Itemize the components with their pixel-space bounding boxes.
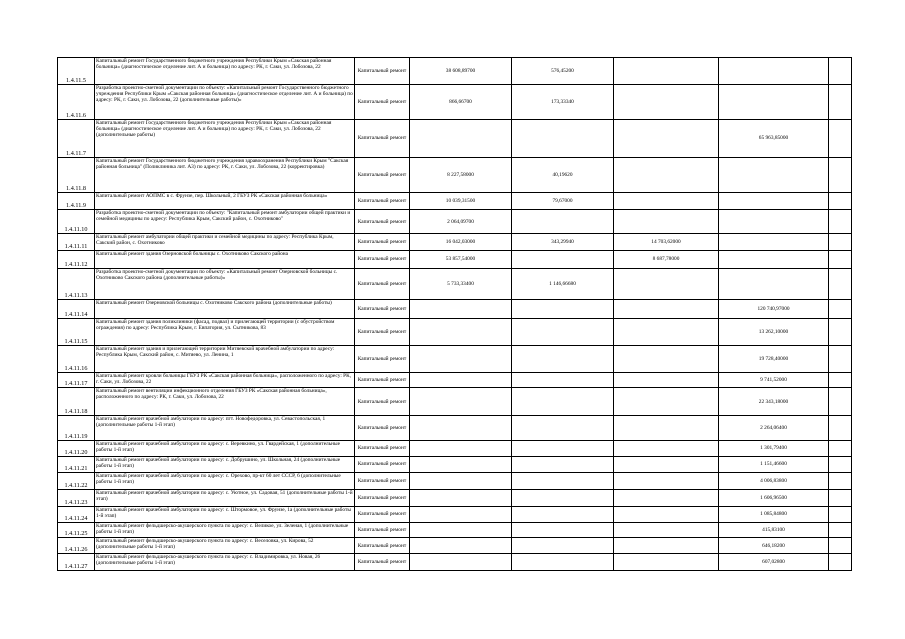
work-type-cell: Капитальный ремонт bbox=[355, 490, 410, 507]
value-3-cell bbox=[614, 346, 719, 372]
table-row bbox=[58, 388, 852, 415]
row-number-cell: 1.4.11.11 bbox=[58, 234, 95, 251]
table-row bbox=[58, 456, 852, 473]
value-5-cell bbox=[829, 268, 852, 299]
object-name-cell: Капитальный ремонт Государственного бюджетного учреждения Республики Крым «Сакская районная больница» (диагностическое отделение лит. А и больница) по адресу: РК, г. Саки, ул. Лобозова, 22 (дополнительные работы) bbox=[95, 119, 355, 157]
value-2-cell bbox=[512, 372, 614, 388]
value-5-cell bbox=[829, 58, 852, 85]
table-row bbox=[58, 346, 852, 372]
value-2-cell: 79,67000 bbox=[512, 193, 614, 210]
row-number-cell: 1.4.11.14 bbox=[58, 300, 95, 319]
budget-table bbox=[57, 57, 852, 571]
value-2-cell bbox=[512, 440, 614, 456]
value-2-cell bbox=[512, 210, 614, 234]
value-1-cell: 8 227,58000 bbox=[410, 157, 512, 193]
value-3-cell bbox=[614, 193, 719, 210]
row-number-cell: 1.4.11.26 bbox=[58, 538, 95, 554]
value-2-cell bbox=[512, 490, 614, 507]
work-type-cell: Капитальный ремонт bbox=[355, 268, 410, 299]
work-type-cell: Капитальный ремонт bbox=[355, 554, 410, 571]
object-name-cell: Капитальный ремонт фельдшерско-акушерского пункта по адресу: с. Великое, ул. Зеленая, 1 (дополнительные работы 1-й этап) bbox=[95, 522, 355, 538]
value-4-cell bbox=[719, 268, 829, 299]
value-2-cell bbox=[512, 538, 614, 554]
value-1-cell bbox=[410, 119, 512, 157]
table-row bbox=[58, 234, 852, 251]
value-2-cell: 343,29940 bbox=[512, 234, 614, 251]
value-2-cell bbox=[512, 346, 614, 372]
value-3-cell bbox=[614, 473, 719, 490]
value-5-cell bbox=[829, 119, 852, 157]
object-name-cell: Капитальный ремонт врачебной амбулатории по адресу: с. Добрушино, ул. Школьная, 24 (дополнительные работы 1-й этап) bbox=[95, 456, 355, 473]
value-5-cell bbox=[829, 456, 852, 473]
value-1-cell bbox=[410, 415, 512, 440]
value-3-cell bbox=[614, 268, 719, 299]
value-2-cell: 576,45200 bbox=[512, 58, 614, 85]
row-number-cell: 1.4.11.5 bbox=[58, 58, 95, 85]
object-name-cell: Капитальный ремонт здания Озерновской больницы с. Охотниково Сакского района bbox=[95, 250, 355, 268]
row-number-cell: 1.4.11.24 bbox=[58, 506, 95, 522]
value-4-cell: 1 606,96500 bbox=[719, 490, 829, 507]
object-name-cell: Разработка проектно-сметной документации по объекту: «Капитальный ремонт Государственного бюджетного учреждения Республики Крым «Сакская районная больница» (диагностическое отделение лит. А и больница) по адресу: РК, г. Саки, ул. Лобозова, 22 (дополнительные работы)» bbox=[95, 85, 355, 120]
value-1-cell bbox=[410, 346, 512, 372]
object-name-cell: Капитальный ремонт фельдшерско-акушерского пункта по адресу: с. Владимировка, ул. Новая, 26 (дополнительные работы 1-й этап) bbox=[95, 554, 355, 571]
work-type-cell: Капитальный ремонт bbox=[355, 234, 410, 251]
value-3-cell bbox=[614, 506, 719, 522]
work-type-cell: Капитальный ремонт bbox=[355, 456, 410, 473]
value-3-cell bbox=[614, 157, 719, 193]
value-4-cell bbox=[719, 193, 829, 210]
value-5-cell bbox=[829, 85, 852, 120]
value-4-cell: 1 151,46600 bbox=[719, 456, 829, 473]
object-name-cell: Разработка проектно-сметной документации по объекту: «Капитальный ремонт Озерновской больницы с. Охотниково Сакского района (дополнительные работы)» bbox=[95, 268, 355, 299]
object-name-cell: Капитальный ремонт врачебной амбулатории по адресу: с. Уютное, ул. Садовая, 51 (дополнительные работы 1-й этап) bbox=[95, 490, 355, 507]
value-4-cell bbox=[719, 85, 829, 120]
row-number-cell: 1.4.11.9 bbox=[58, 193, 95, 210]
table-row bbox=[58, 85, 852, 120]
value-5-cell bbox=[829, 538, 852, 554]
table-row bbox=[58, 157, 852, 193]
value-1-cell bbox=[410, 490, 512, 507]
value-1-cell bbox=[410, 300, 512, 319]
work-type-cell: Капитальный ремонт bbox=[355, 506, 410, 522]
value-5-cell bbox=[829, 250, 852, 268]
row-number-cell: 1.4.11.17 bbox=[58, 372, 95, 388]
value-5-cell bbox=[829, 522, 852, 538]
row-number-cell: 1.4.11.16 bbox=[58, 346, 95, 372]
object-name-cell: Капитальный ремонт амбулатории общей практики и семейной медицины по адресу: Республика Крым, Сакский район, с. Охотниково bbox=[95, 234, 355, 251]
value-1-cell: 2 064,09700 bbox=[410, 210, 512, 234]
value-2-cell bbox=[512, 456, 614, 473]
value-5-cell bbox=[829, 490, 852, 507]
table-row bbox=[58, 193, 852, 210]
value-4-cell: 415,83100 bbox=[719, 522, 829, 538]
value-4-cell: 1 085,84800 bbox=[719, 506, 829, 522]
row-number-cell: 1.4.11.12 bbox=[58, 250, 95, 268]
object-name-cell: Разработка проектно-сметной документации по объекту: "Капитальный ремонт амбулатории общей практики и семейной медицины по адресу: Республика Крым, Сакский район, с. Охотниково" bbox=[95, 210, 355, 234]
value-2-cell: 1 146,66680 bbox=[512, 268, 614, 299]
work-type-cell: Капитальный ремонт bbox=[355, 372, 410, 388]
value-1-cell: 866,66700 bbox=[410, 85, 512, 120]
value-3-cell: 8 687,78000 bbox=[614, 250, 719, 268]
value-3-cell bbox=[614, 58, 719, 85]
value-1-cell bbox=[410, 554, 512, 571]
value-3-cell bbox=[614, 456, 719, 473]
value-4-cell: 1 301,79400 bbox=[719, 440, 829, 456]
value-5-cell bbox=[829, 346, 852, 372]
object-name-cell: Капитальный ремонт здания и прилегающей территории Митяевской врачебной амбулатории по адресу: Республика Крым, Сакский район, с. Митяево, ул. Ленина, 1 bbox=[95, 346, 355, 372]
value-5-cell bbox=[829, 319, 852, 346]
value-5-cell bbox=[829, 415, 852, 440]
value-2-cell bbox=[512, 388, 614, 415]
row-number-cell: 1.4.11.13 bbox=[58, 268, 95, 299]
table-row bbox=[58, 250, 852, 268]
object-name-cell: Капитальный ремонт Государственного бюджетного учреждения здравоохранения Республики Крым "Сакская районная больница" (Поликлиника лит. А3) по адресу: РК, г. Саки, ул. Лобозова, 22 (корректировка) bbox=[95, 157, 355, 193]
value-2-cell bbox=[512, 415, 614, 440]
row-number-cell: 1.4.11.18 bbox=[58, 388, 95, 415]
work-type-cell: Капитальный ремонт bbox=[355, 415, 410, 440]
value-5-cell bbox=[829, 473, 852, 490]
value-1-cell bbox=[410, 319, 512, 346]
value-3-cell bbox=[614, 319, 719, 346]
row-number-cell: 1.4.11.20 bbox=[58, 440, 95, 456]
value-3-cell bbox=[614, 372, 719, 388]
table-row bbox=[58, 554, 852, 571]
object-name-cell: Капитальный ремонт фельдшерско-акушерского пункта по адресу: с. Веселовка, ул. Кирова, 52 (дополнительные работы 1-й этап) bbox=[95, 538, 355, 554]
value-2-cell bbox=[512, 250, 614, 268]
object-name-cell: Капитальный ремонт вентиляции инфекционного отделения ГБУЗ РК «Сакская районная больница», расположенного по адресу: РК, г. Саки, ул. Лобозова, 22 bbox=[95, 388, 355, 415]
value-3-cell bbox=[614, 538, 719, 554]
value-3-cell bbox=[614, 554, 719, 571]
value-4-cell: 13 262,10000 bbox=[719, 319, 829, 346]
value-3-cell bbox=[614, 388, 719, 415]
work-type-cell: Капитальный ремонт bbox=[355, 193, 410, 210]
value-4-cell bbox=[719, 210, 829, 234]
value-3-cell bbox=[614, 522, 719, 538]
row-number-cell: 1.4.11.10 bbox=[58, 210, 95, 234]
value-4-cell: 9 741,52000 bbox=[719, 372, 829, 388]
value-3-cell bbox=[614, 300, 719, 319]
value-1-cell: 10 039,31500 bbox=[410, 193, 512, 210]
work-type-cell: Капитальный ремонт bbox=[355, 210, 410, 234]
value-4-cell: 607,02800 bbox=[719, 554, 829, 571]
value-4-cell bbox=[719, 58, 829, 85]
row-number-cell: 1.4.11.23 bbox=[58, 490, 95, 507]
row-number-cell: 1.4.11.15 bbox=[58, 319, 95, 346]
value-3-cell bbox=[614, 85, 719, 120]
value-5-cell bbox=[829, 440, 852, 456]
value-1-cell bbox=[410, 522, 512, 538]
value-1-cell bbox=[410, 372, 512, 388]
table-row bbox=[58, 490, 852, 507]
object-name-cell: Капитальный ремонт здания поликлиники (фасад, подвал) и прилегающей территории (с обустройством ограждения) по адресу: Республика Крым, г. Евпатория, ул. Сытникова, 83 bbox=[95, 319, 355, 346]
work-type-cell: Капитальный ремонт bbox=[355, 346, 410, 372]
object-name-cell: Капитальный ремонт врачебной амбулатории по адресу: пгт. Новофедоровка, ул. Севастопольская, 1 (дополнительные работы 1-й этап) bbox=[95, 415, 355, 440]
value-2-cell bbox=[512, 473, 614, 490]
value-4-cell: 65 963,85000 bbox=[719, 119, 829, 157]
object-name-cell: Капитальный ремонт кровли больницы ГБУЗ РК «Сакская районная больница», расположенного по адресу: РК, г. Саки, ул. Лобозова, 22 bbox=[95, 372, 355, 388]
value-2-cell: 40,19620 bbox=[512, 157, 614, 193]
value-2-cell bbox=[512, 119, 614, 157]
value-1-cell bbox=[410, 473, 512, 490]
value-1-cell: 38 608,89700 bbox=[410, 58, 512, 85]
work-type-cell: Капитальный ремонт bbox=[355, 58, 410, 85]
value-3-cell bbox=[614, 119, 719, 157]
value-5-cell bbox=[829, 210, 852, 234]
table-row bbox=[58, 58, 852, 85]
work-type-cell: Капитальный ремонт bbox=[355, 538, 410, 554]
value-2-cell bbox=[512, 522, 614, 538]
value-5-cell bbox=[829, 372, 852, 388]
table-row bbox=[58, 319, 852, 346]
table-row bbox=[58, 522, 852, 538]
value-2-cell bbox=[512, 554, 614, 571]
work-type-cell: Капитальный ремонт bbox=[355, 388, 410, 415]
value-4-cell: 646,18200 bbox=[719, 538, 829, 554]
value-5-cell bbox=[829, 506, 852, 522]
value-3-cell bbox=[614, 440, 719, 456]
value-4-cell: 120 740,97000 bbox=[719, 300, 829, 319]
value-4-cell bbox=[719, 234, 829, 251]
value-5-cell bbox=[829, 388, 852, 415]
value-5-cell bbox=[829, 234, 852, 251]
work-type-cell: Капитальный ремонт bbox=[355, 473, 410, 490]
work-type-cell: Капитальный ремонт bbox=[355, 440, 410, 456]
row-number-cell: 1.4.11.25 bbox=[58, 522, 95, 538]
object-name-cell: Капитальный ремонт АОПМС в с. Фрунзе, пер. Школьный, 2 ГБУЗ РК «Сакская районная больница» bbox=[95, 193, 355, 210]
row-number-cell: 1.4.11.22 bbox=[58, 473, 95, 490]
table-row bbox=[58, 268, 852, 299]
value-4-cell: 2 264,06400 bbox=[719, 415, 829, 440]
value-1-cell bbox=[410, 538, 512, 554]
row-number-cell: 1.4.11.7 bbox=[58, 119, 95, 157]
value-2-cell bbox=[512, 300, 614, 319]
table-row bbox=[58, 300, 852, 319]
value-1-cell: 5 733,33400 bbox=[410, 268, 512, 299]
work-type-cell: Капитальный ремонт bbox=[355, 319, 410, 346]
value-4-cell bbox=[719, 250, 829, 268]
value-3-cell: 14 703,62000 bbox=[614, 234, 719, 251]
table-row bbox=[58, 473, 852, 490]
value-4-cell: 22 343,18000 bbox=[719, 388, 829, 415]
table-row bbox=[58, 538, 852, 554]
value-1-cell bbox=[410, 388, 512, 415]
value-1-cell: 16 042,03000 bbox=[410, 234, 512, 251]
work-type-cell: Капитальный ремонт bbox=[355, 250, 410, 268]
value-4-cell: 4 006,83800 bbox=[719, 473, 829, 490]
value-1-cell bbox=[410, 440, 512, 456]
row-number-cell: 1.4.11.8 bbox=[58, 157, 95, 193]
table-row bbox=[58, 440, 852, 456]
row-number-cell: 1.4.11.19 bbox=[58, 415, 95, 440]
value-5-cell bbox=[829, 554, 852, 571]
value-2-cell: 173,33340 bbox=[512, 85, 614, 120]
object-name-cell: Капитальный ремонт врачебной амбулатории по адресу: с. Орехово, пр-кт 60 лет СССР, 6 (дополнительные работы 1-й этап) bbox=[95, 473, 355, 490]
table-row bbox=[58, 119, 852, 157]
value-3-cell bbox=[614, 415, 719, 440]
value-4-cell bbox=[719, 157, 829, 193]
value-1-cell bbox=[410, 506, 512, 522]
object-name-cell: Капитальный ремонт Озерновской больницы с. Охотниково Сакского района (дополнительные работы) bbox=[95, 300, 355, 319]
work-type-cell: Капитальный ремонт bbox=[355, 119, 410, 157]
value-4-cell: 19 728,40000 bbox=[719, 346, 829, 372]
value-1-cell bbox=[410, 456, 512, 473]
row-number-cell: 1.4.11.6 bbox=[58, 85, 95, 120]
object-name-cell: Капитальный ремонт Государственного бюджетного учреждения Республики Крым «Сакская районная больница» (диагностическое отделение лит. А и больница) по адресу: РК, г. Саки, ул. Лобозова, 22 bbox=[95, 58, 355, 85]
value-5-cell bbox=[829, 193, 852, 210]
value-2-cell bbox=[512, 319, 614, 346]
value-3-cell bbox=[614, 490, 719, 507]
table-row bbox=[58, 506, 852, 522]
work-type-cell: Капитальный ремонт bbox=[355, 300, 410, 319]
value-1-cell: 53 857,54000 bbox=[410, 250, 512, 268]
table-row bbox=[58, 415, 852, 440]
value-2-cell bbox=[512, 506, 614, 522]
value-5-cell bbox=[829, 157, 852, 193]
work-type-cell: Капитальный ремонт bbox=[355, 85, 410, 120]
value-5-cell bbox=[829, 300, 852, 319]
value-3-cell bbox=[614, 210, 719, 234]
work-type-cell: Капитальный ремонт bbox=[355, 522, 410, 538]
row-number-cell: 1.4.11.27 bbox=[58, 554, 95, 571]
table-row bbox=[58, 210, 852, 234]
table-row bbox=[58, 372, 852, 388]
work-type-cell: Капитальный ремонт bbox=[355, 157, 410, 193]
object-name-cell: Капитальный ремонт врачебной амбулатории по адресу: с. Штормовое, ул. Фрунзе, 1а (дополнительные работы 1-й этап) bbox=[95, 506, 355, 522]
object-name-cell: Капитальный ремонт врачебной амбулатории по адресу: с. Веревкино, ул. Гвардейская, 1 (дополнительные работы 1-й этап) bbox=[95, 440, 355, 456]
row-number-cell: 1.4.11.21 bbox=[58, 456, 95, 473]
